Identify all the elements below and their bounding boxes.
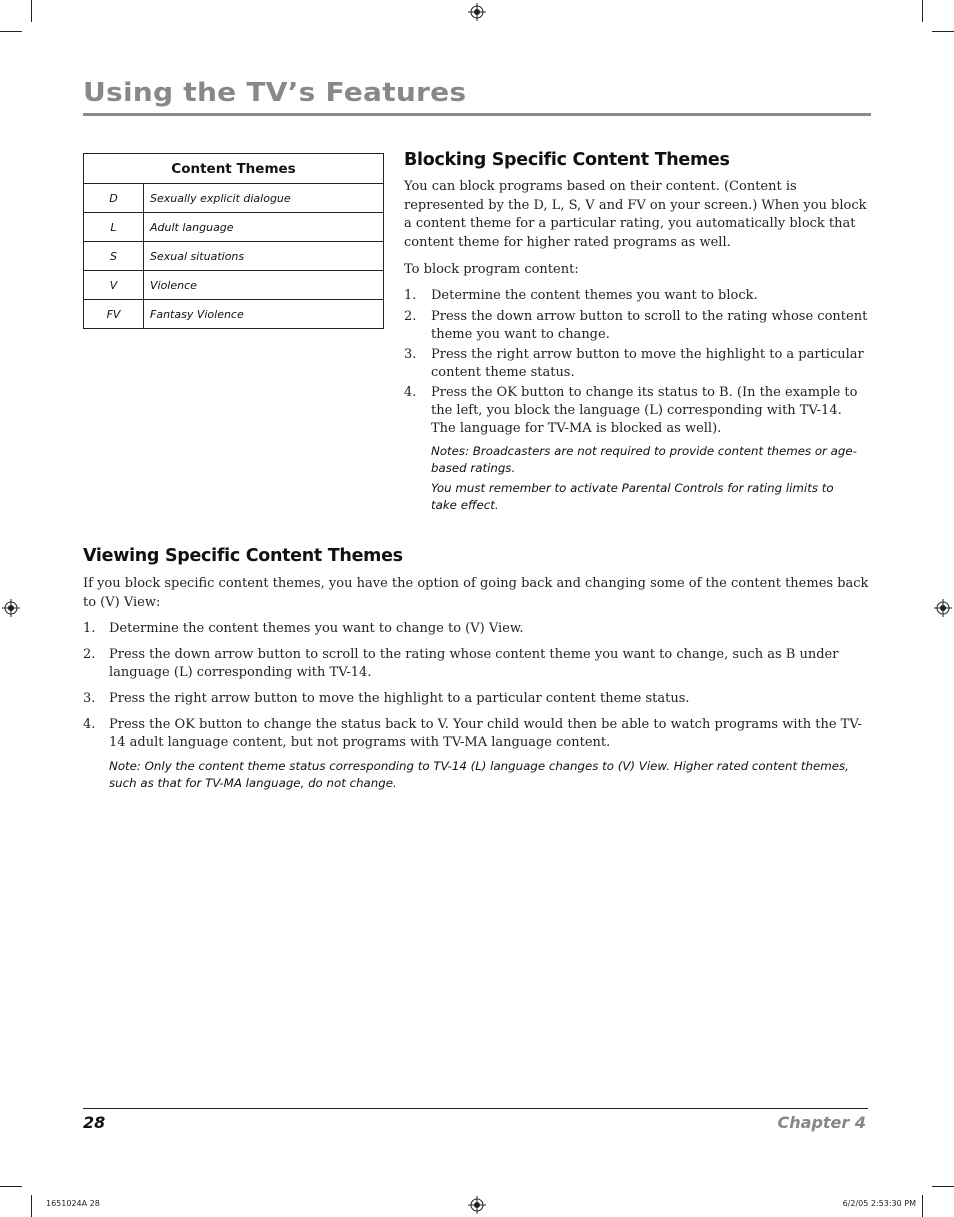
page-number: 28 (83, 1113, 106, 1132)
theme-code: V (84, 271, 144, 300)
viewing-step (83, 690, 871, 708)
crop-mark (31, 1195, 32, 1217)
viewing-section-title: Viewing Specific Content Themes (83, 546, 403, 566)
theme-label: Sexually explicit dialogue (144, 184, 384, 213)
step-number: 3. (404, 347, 417, 362)
registration-mark-icon (468, 3, 486, 21)
theme-label: Fantasy Violence (144, 300, 384, 329)
footer-rule (83, 1108, 868, 1109)
table-row (84, 271, 384, 300)
table-header-row (84, 154, 384, 184)
step-number: 2. (404, 309, 417, 324)
step-number: 1. (83, 621, 96, 636)
crop-mark (31, 0, 32, 22)
theme-code: D (84, 184, 144, 213)
print-slug-right: 6/2/05 2:53:30 PM (842, 1199, 916, 1208)
blocking-step (404, 308, 870, 344)
table-row (84, 300, 384, 329)
theme-label: Violence (144, 271, 384, 300)
title-rule (83, 113, 871, 116)
step-text: Press the right arrow button to move the highlight to a particular content theme status. (109, 691, 690, 706)
theme-code: L (84, 213, 144, 242)
viewing-note: Note: Only the content theme status corresponding to TV-14 (L) language changes to (V) View. Higher rated content themes, such as that for TV-MA language, do not change. (109, 759, 849, 790)
chapter-label: Chapter 4 (777, 1113, 866, 1132)
blocking-note: Notes: Broadcasters are not required to provide content themes or age-based ratings. (431, 444, 857, 475)
viewing-step (83, 716, 871, 752)
blocking-section-title: Blocking Specific Content Themes (404, 150, 730, 170)
print-slug-left: 1651024A 28 (46, 1199, 100, 1208)
blocking-intro: You can block programs based on their content. (Content is represented by the D, L, S, V and FV on your screen.) When you block a content theme for a particular rating, you automatically block that content theme for higher rated programs as well. (404, 179, 867, 250)
registration-mark-icon (934, 599, 952, 617)
step-text: Press the OK button to change its status to B. (In the example to the left, you block the language (L) corresponding with TV-14. The language for TV-MA is blocked as well). (431, 385, 858, 436)
blocking-step (404, 346, 870, 382)
theme-label: Adult language (144, 213, 384, 242)
crop-mark (932, 1186, 954, 1187)
step-text: Press the down arrow button to scroll to the rating whose content theme you want to change, such as B under language (L) corresponding with TV-14. (109, 647, 839, 680)
crop-mark (922, 1195, 923, 1217)
table-row (84, 242, 384, 271)
viewing-step (83, 646, 871, 682)
blocking-step (404, 287, 870, 305)
step-number: 1. (404, 288, 417, 303)
step-text: Press the right arrow button to move the highlight to a particular content theme status. (431, 347, 864, 380)
blocking-step (404, 384, 870, 438)
step-text: Press the OK button to change the status back to V. Your child would then be able to watch programs with the TV-14 adult language content, but not programs with TV-MA language content. (109, 717, 862, 750)
registration-mark-icon (468, 1196, 486, 1214)
theme-label: Sexual situations (144, 242, 384, 271)
theme-code: FV (84, 300, 144, 329)
step-text: Press the down arrow button to scroll to the rating whose content theme you want to change. (431, 309, 868, 342)
blocking-lead: To block program content: (404, 262, 579, 277)
content-themes-table (83, 153, 384, 329)
crop-mark (0, 1186, 22, 1187)
step-number: 4. (404, 385, 417, 400)
theme-code: S (84, 242, 144, 271)
step-number: 2. (83, 647, 96, 662)
step-text: Determine the content themes you want to block. (431, 288, 758, 303)
crop-mark (922, 0, 923, 22)
crop-mark (0, 31, 22, 32)
page-title: Using the TV’s Features (83, 78, 467, 108)
registration-mark-icon (2, 599, 20, 617)
viewing-intro: If you block specific content themes, you have the option of going back and changing some of the content themes back to (V) View: (83, 576, 869, 610)
step-number: 3. (83, 691, 96, 706)
viewing-step (83, 620, 871, 638)
step-number: 4. (83, 717, 96, 732)
crop-mark (932, 31, 954, 32)
table-row (84, 184, 384, 213)
blocking-note: You must remember to activate Parental Controls for rating limits to take effect. (431, 481, 834, 512)
step-text: Determine the content themes you want to change to (V) View. (109, 621, 524, 636)
table-heading: Content Themes (84, 154, 384, 184)
table-row (84, 213, 384, 242)
